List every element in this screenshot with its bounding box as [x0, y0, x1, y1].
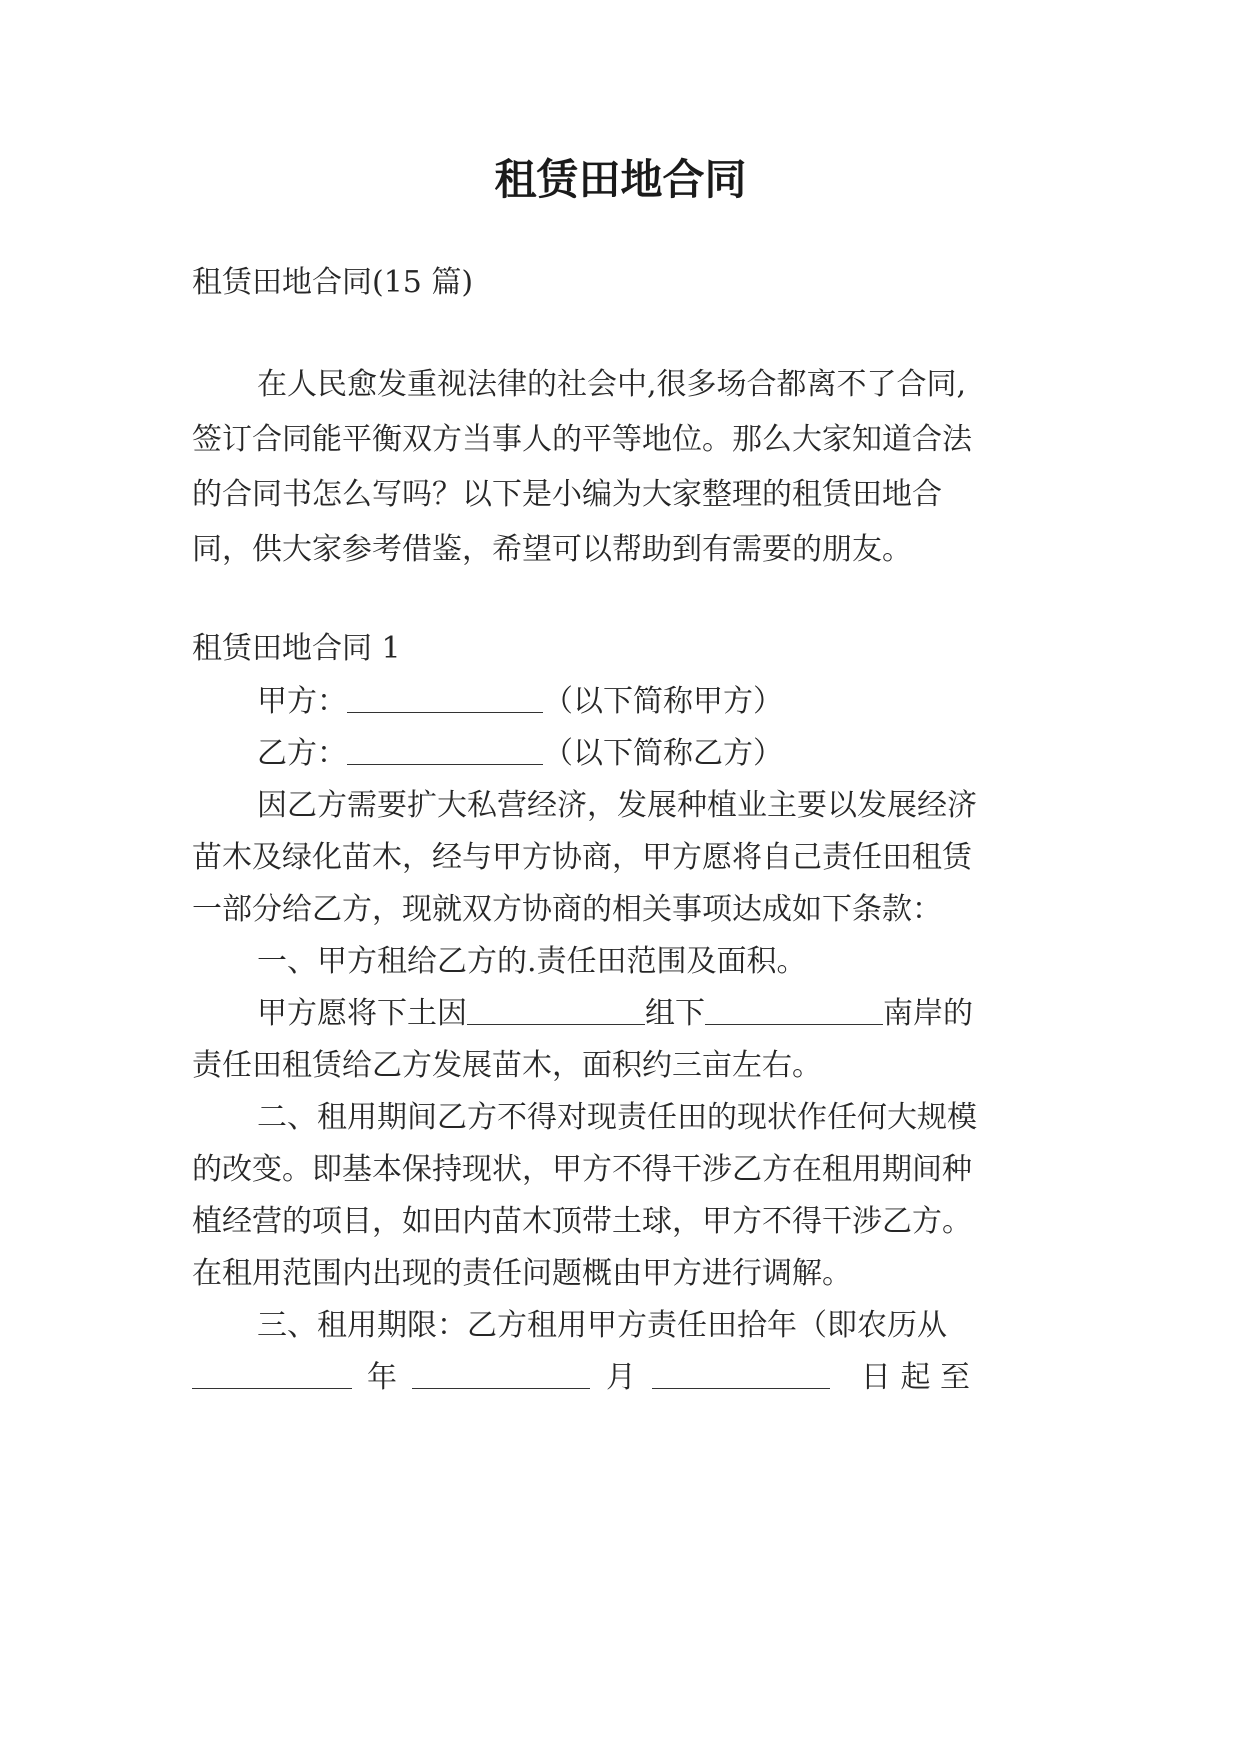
clause2-line: 的改变。即基本保持现状，甲方不得干涉乙方在租用期间种 — [192, 1152, 972, 1187]
year-label: 年 — [367, 1360, 397, 1395]
day-label: 日 起 至 — [860, 1360, 970, 1395]
intro-line: 签订合同能平衡双方当事人的平等地位。那么大家知道合法 — [192, 422, 972, 457]
party-a-label: 甲方： — [257, 684, 347, 719]
document-subtitle: 租赁田地合同(15 篇) — [192, 265, 474, 300]
party-a-suffix: （以下简称甲方） — [543, 684, 783, 719]
month-blank — [412, 1364, 590, 1389]
clause1-blank-1 — [467, 1000, 645, 1025]
clause3-date-line — [192, 1349, 1062, 1407]
party-b-line — [257, 725, 1062, 783]
month-label: 月 — [606, 1360, 636, 1395]
intro-line: 在人民愈发重视法律的社会中,很多场合都离不了合同, — [257, 367, 967, 402]
document-title: 租赁田地合同 — [494, 155, 747, 204]
party-b-blank — [347, 740, 543, 765]
clause1-text: 甲方愿将下土因 — [257, 996, 467, 1031]
clause2-line: 在租用范围内出现的责任问题概由甲方进行调解。 — [192, 1256, 852, 1291]
purpose-line: 一部分给乙方，现就双方协商的相关事项达成如下条款： — [192, 892, 942, 927]
intro-line: 的合同书怎么写吗？以下是小编为大家整理的租赁田地合 — [192, 477, 942, 512]
year-blank — [192, 1364, 352, 1389]
clause1-blank-2 — [705, 1000, 883, 1025]
party-b-label: 乙方： — [257, 736, 347, 771]
intro-line: 同，供大家参考借鉴，希望可以帮助到有需要的朋友。 — [192, 532, 912, 567]
clause1-heading: 一、甲方租给乙方的.责任田范围及面积。 — [257, 944, 807, 979]
party-a-blank — [347, 688, 543, 713]
clause1-line — [257, 985, 1062, 1043]
party-b-suffix: （以下简称乙方） — [543, 736, 783, 771]
clause1-text: 组下 — [645, 996, 705, 1031]
clause3-line: 三、租用期限：乙方租用甲方责任田拾年（即农历从 — [257, 1308, 947, 1343]
section-heading: 租赁田地合同 1 — [192, 631, 401, 666]
clause2-line: 二、租用期间乙方不得对现责任田的现状作任何大规模 — [257, 1100, 977, 1135]
day-blank — [652, 1364, 830, 1389]
clause1-text: 南岸的 — [883, 996, 973, 1031]
clause2-line: 植经营的项目，如田内苗木顶带土球，甲方不得干涉乙方。 — [192, 1204, 972, 1239]
purpose-line: 苗木及绿化苗木，经与甲方协商，甲方愿将自己责任田租赁 — [192, 840, 972, 875]
party-a-line — [257, 673, 1062, 731]
purpose-line: 因乙方需要扩大私营经济，发展种植业主要以发展经济 — [257, 788, 977, 823]
clause1-line: 责任田租赁给乙方发展苗木，面积约三亩左右。 — [192, 1048, 822, 1083]
